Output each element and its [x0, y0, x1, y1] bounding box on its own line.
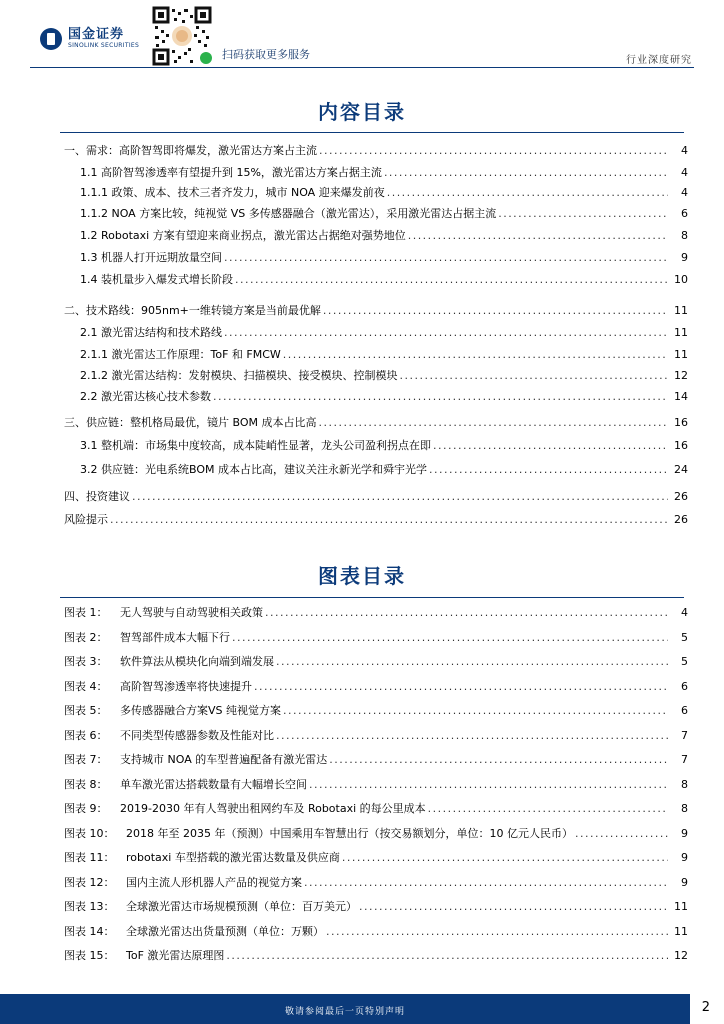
figure-leader-dots [226, 949, 668, 963]
toc-entry[interactable] [0, 416, 688, 430]
figure-entry-label: 图表 14： [64, 924, 115, 938]
figure-entry-title: 高阶智驾渗透率将快速提升 [120, 679, 252, 693]
figure-entry-page: 5 [681, 630, 688, 644]
toc-entry-title: 四、投资建议 [64, 490, 130, 503]
figure-entry[interactable] [0, 729, 688, 743]
figure-leader-dots [329, 753, 668, 767]
toc-heading: 内容目录 [318, 100, 406, 124]
figure-entry[interactable] [0, 851, 688, 865]
figure-entry[interactable] [0, 949, 688, 963]
toc-entry-title: 1.4 装机量步入爆发式增长阶段 [80, 273, 233, 286]
figure-entry[interactable] [0, 704, 688, 718]
figure-entry-title: 2019-2030 年有人驾驶出租网约车及 Robotaxi 的每公里成本 [120, 802, 426, 815]
figure-entry-title: ToF 激光雷达原理图 [126, 949, 225, 962]
figure-leader-dots [359, 900, 668, 914]
toc-entry-page: 26 [674, 490, 688, 503]
toc-entry-page: 9 [681, 251, 688, 264]
toc-entry[interactable] [0, 229, 688, 243]
toc-entry-title: 二、技术路线：905nm+一维转镜方案是当前最优解 [64, 304, 321, 317]
figure-entry[interactable] [0, 631, 688, 645]
figure-entry-label: 图表 12： [64, 875, 115, 889]
figure-entry-title: 全球激光雷达市场规模预测（单位：百万美元） [126, 900, 357, 913]
toc-entry-page: 11 [674, 348, 688, 361]
toc-entry-title: 3.1 整机端：市场集中度较高，成本陡峭性显著，龙头公司盈利拐点在即 [80, 439, 431, 452]
toc-entry-title: 三、供应链：整机格局最优，镜片 BOM 成本占比高 [64, 416, 317, 429]
toc-entry-title: 2.1.2 激光雷达结构：发射模块、扫描模块、接受模块、控制模块 [80, 369, 398, 382]
toc-entry-page: 4 [681, 144, 688, 157]
toc-leader-dots [323, 304, 668, 318]
figure-entry[interactable] [0, 876, 688, 890]
toc-leader-dots [213, 390, 668, 404]
scan-prompt: 扫码获取更多服务 [222, 48, 310, 61]
figure-entry-page: 9 [681, 826, 688, 840]
figure-entry-page: 8 [681, 777, 688, 791]
toc-entry-title: 1.1 高阶智驾渗透率有望提升到 15%，激光雷达方案占据主流 [80, 166, 382, 179]
toc-leader-dots [384, 166, 668, 180]
figure-entry-label: 图表 6： [64, 728, 108, 742]
figure-entry-page: 4 [681, 606, 688, 619]
figure-entry-label: 图表 8： [64, 777, 108, 791]
qr-code-icon[interactable] [152, 6, 212, 66]
toc-entry-title: 2.1.1 激光雷达工作原理：ToF 和 FMCW [80, 348, 281, 361]
toc-entry-page: 26 [674, 513, 688, 526]
figure-entry-title: 国内主流人形机器人产品的视觉方案 [126, 875, 302, 889]
header-divider [30, 67, 694, 68]
company-logo [40, 28, 139, 50]
toc-entry[interactable] [0, 144, 688, 158]
toc-entry[interactable] [0, 251, 688, 265]
toc-leader-dots [283, 348, 668, 362]
toc-entry-page: 11 [674, 326, 688, 339]
figure-entry-page: 7 [681, 728, 688, 742]
figure-entry-title: 无人驾驶与自动驾驶相关政策 [120, 606, 263, 619]
figure-leader-dots [265, 606, 668, 620]
figure-entry-label: 图表 2： [64, 630, 108, 644]
toc-entry[interactable] [0, 390, 688, 404]
figure-entry-page: 11 [674, 900, 688, 913]
figure-entry-label: 图表 4： [64, 679, 108, 693]
toc-entry[interactable] [0, 439, 688, 453]
toc-leader-dots [319, 416, 669, 430]
toc-entry-title: 风险提示 [64, 513, 108, 526]
toc-entry[interactable] [0, 490, 688, 504]
figure-entry-title: 2018 年至 2035 年（预测）中国乘用车智慧出行（按交易额划分，单位：10 亿元人民币） [126, 826, 573, 840]
figure-entry-page: 9 [681, 851, 688, 864]
figure-leader-dots [428, 802, 668, 816]
figure-entry[interactable] [0, 606, 688, 620]
toc-leader-dots [132, 490, 668, 504]
figures-divider [60, 597, 684, 598]
toc-leader-dots [498, 207, 668, 221]
toc-entry-page: 8 [681, 229, 688, 242]
toc-divider [60, 132, 684, 133]
figure-leader-dots [254, 680, 668, 694]
page-header [0, 0, 724, 68]
toc-entry-page: 24 [674, 463, 688, 476]
figure-entry[interactable] [0, 680, 688, 694]
figure-entry-page: 7 [681, 753, 688, 766]
toc-leader-dots [224, 251, 668, 265]
toc-leader-dots [319, 144, 668, 158]
toc-entry-title: 1.1.1 政策、成本、技术三者齐发力，城市 NOA 迎来爆发前夜 [80, 186, 385, 199]
toc-entry-page: 12 [674, 369, 688, 382]
toc-entry-page: 4 [681, 166, 688, 179]
figure-leader-dots [276, 655, 668, 669]
figure-entry-label: 图表 10： [64, 826, 115, 840]
figure-entry-page: 11 [674, 924, 688, 938]
figure-entry-label: 图表 5： [64, 704, 108, 717]
figure-entry[interactable] [0, 900, 688, 914]
figure-leader-dots [326, 925, 668, 939]
logo-icon [40, 28, 62, 50]
figure-entry-page: 5 [681, 655, 688, 668]
toc-entry[interactable] [0, 463, 688, 477]
toc-entry[interactable] [0, 166, 688, 180]
toc-leader-dots [429, 463, 668, 477]
toc-entry-title: 一、需求：高阶智驾即将爆发，激光雷达方案占主流 [64, 144, 317, 157]
toc-entry[interactable] [0, 186, 688, 200]
figure-entry[interactable] [0, 778, 688, 792]
figure-leader-dots [575, 827, 668, 841]
toc-entry[interactable] [0, 348, 688, 362]
figure-entry-label: 图表 1： [64, 606, 108, 619]
toc-entry-page: 16 [674, 439, 688, 452]
toc-entry-page: 10 [674, 273, 688, 286]
page-number: 2 [701, 1000, 710, 1015]
toc-entry-title: 1.1.2 NOA 方案比较，纯视觉 VS 多传感器融合（激光雷达），采用激光雷达占据主流 [80, 207, 497, 220]
toc-entry-page: 16 [674, 416, 688, 429]
figure-entry-label: 图表 13： [64, 900, 115, 913]
figure-entry-label: 图表 3： [64, 655, 108, 668]
figure-entry-title: 智驾部件成本大幅下行 [120, 630, 230, 644]
report-category: 行业深度研究 [626, 55, 692, 66]
figure-leader-dots [342, 851, 668, 865]
figure-entry[interactable] [0, 827, 688, 841]
toc-leader-dots [387, 186, 668, 200]
toc-entry-page: 14 [674, 390, 688, 403]
toc-entry-title: 2.2 激光雷达核心技术参数 [80, 390, 211, 403]
figure-entry-title: 全球激光雷达出货量预测（单位：万颗） [126, 924, 324, 938]
toc-entry-page: 6 [681, 207, 688, 220]
figure-entry[interactable] [0, 802, 688, 816]
figure-entry-page: 9 [681, 875, 688, 889]
figure-entry-page: 12 [674, 949, 688, 962]
toc-leader-dots [433, 439, 668, 453]
figure-leader-dots [232, 631, 668, 645]
toc-entry-title: 1.2 Robotaxi 方案有望迎来商业拐点，激光雷达占据绝对强势地位 [80, 229, 406, 242]
toc-leader-dots [399, 369, 668, 383]
toc-entry[interactable] [0, 326, 688, 340]
figure-entry-title: 软件算法从模块化向端到端发展 [120, 655, 274, 668]
figure-entry-title: 支持城市 NOA 的车型普遍配备有激光雷达 [120, 753, 328, 766]
figure-entry-page: 6 [681, 704, 688, 717]
figures-heading: 图表目录 [318, 564, 406, 588]
toc-entry-title: 1.3 机器人打开远期放量空间 [80, 251, 222, 264]
toc-entry[interactable] [0, 273, 688, 287]
toc-leader-dots [110, 513, 668, 527]
figure-entry-title: 单车激光雷达搭载数量有大幅增长空间 [120, 777, 307, 791]
figure-entry-label: 图表 11： [64, 851, 115, 864]
figure-entry-title: 不同类型传感器参数及性能对比 [120, 728, 274, 742]
logo-name-en: SINOLINK SECURITIES [68, 42, 140, 49]
toc-leader-dots [235, 273, 668, 287]
figure-entry[interactable] [0, 925, 688, 939]
figure-entry[interactable] [0, 655, 688, 669]
figure-entry-label: 图表 15： [64, 949, 115, 962]
toc-entry-page: 11 [674, 304, 688, 317]
figure-leader-dots [309, 778, 668, 792]
logo-name-cn: 国金证券 [68, 27, 125, 42]
figure-entry-label: 图表 9： [64, 802, 108, 815]
toc-entry-page: 4 [681, 186, 688, 199]
figure-leader-dots [276, 729, 668, 743]
figure-entry-label: 图表 7： [64, 753, 108, 766]
toc-entry[interactable] [0, 513, 688, 527]
figure-leader-dots [304, 876, 668, 890]
toc-entry[interactable] [0, 369, 688, 383]
figure-entry-page: 6 [681, 679, 688, 693]
toc-leader-dots [408, 229, 668, 243]
toc-entry[interactable] [0, 304, 688, 318]
toc-entry[interactable] [0, 207, 688, 221]
figure-entry-title: robotaxi 车型搭载的激光雷达数量及供应商 [126, 851, 340, 864]
footer-disclaimer: 敬请参阅最后一页特别声明 [284, 1007, 405, 1017]
toc-entry-title: 2.1 激光雷达结构和技术路线 [80, 326, 222, 339]
figure-entry-title: 多传感器融合方案VS 纯视觉方案 [120, 704, 282, 717]
figure-entry-page: 8 [681, 802, 688, 815]
toc-leader-dots [224, 326, 668, 340]
figure-entry[interactable] [0, 753, 688, 767]
figure-leader-dots [283, 704, 668, 718]
toc-entry-title: 3.2 供应链：光电系统BOM 成本占比高，建议关注永新光学和舜宇光学 [80, 463, 427, 476]
